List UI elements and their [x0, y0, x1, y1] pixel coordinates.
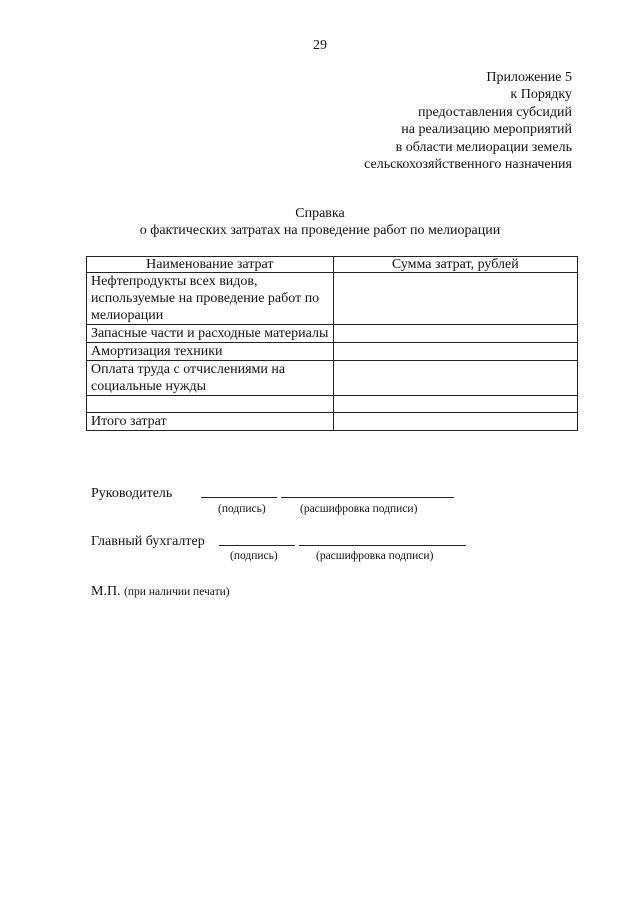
head-label: Руководитель — [91, 486, 173, 501]
column-header-name: Наименование затрат — [87, 257, 334, 273]
accountant-signature-blank[interactable] — [219, 544, 295, 546]
page-number: 29 — [313, 38, 327, 53]
appendix-line: в области мелиорации земель — [395, 139, 572, 155]
head-signature-label — [91, 486, 172, 502]
accountant-signature-label — [91, 534, 205, 550]
accountant-caption-signature: (подпись) — [230, 550, 278, 562]
appendix-line: Приложение 5 — [486, 70, 572, 85]
title-subheading: о фактических затратах на проведение работ по мелиорации — [139, 223, 501, 239]
cost-name-cell: Амортизация техники — [87, 343, 334, 361]
head-caption-decoding: (расшифровка подписи) — [300, 503, 418, 515]
table-row — [87, 361, 578, 396]
column-header-sum: Сумма затрат, рублей — [333, 257, 577, 273]
title-heading: Справка — [295, 206, 345, 221]
total-sum-cell[interactable] — [333, 413, 577, 431]
table-row — [87, 273, 578, 325]
table-row-total — [87, 413, 578, 431]
stamp-note: (при наличии печати) — [124, 586, 230, 598]
cost-sum-cell[interactable] — [333, 343, 577, 361]
accountant-decoding-blank[interactable] — [299, 544, 466, 546]
stamp-line — [91, 584, 230, 600]
accountant-caption-decoding: (расшифровка подписи) — [316, 550, 434, 562]
cost-table — [86, 256, 578, 431]
appendix-line: сельскохозяйственного назначения — [364, 157, 572, 173]
document-title — [0, 205, 640, 240]
table-row — [87, 343, 578, 361]
cost-sum-cell[interactable] — [333, 325, 577, 343]
table-row — [87, 396, 578, 413]
cost-sum-cell[interactable] — [333, 396, 577, 413]
total-name-cell: Итого затрат — [87, 413, 334, 431]
appendix-line: на реализацию мероприятий — [401, 122, 572, 138]
appendix-block — [364, 69, 572, 173]
cost-name-cell: Оплата труда с отчислениями на социальные нужды — [87, 361, 334, 396]
accountant-label: Главный бухгалтер — [91, 534, 205, 549]
stamp-label: М.П. — [91, 584, 121, 599]
cost-sum-cell[interactable] — [333, 361, 577, 396]
table-header-row — [87, 257, 578, 273]
table-row — [87, 325, 578, 343]
head-decoding-blank[interactable] — [281, 496, 454, 498]
cost-name-cell: Нефтепродукты всех видов, используемые на проведение работ по мелиорации — [87, 273, 334, 325]
appendix-line: предоставления субсидий — [417, 104, 572, 120]
appendix-line: к Порядку — [510, 87, 572, 103]
head-signature-blank[interactable] — [201, 496, 277, 498]
cost-name-cell[interactable] — [87, 396, 334, 413]
cost-name-cell: Запасные части и расходные материалы — [87, 325, 334, 343]
cost-sum-cell[interactable] — [333, 273, 577, 325]
head-caption-signature: (подпись) — [218, 503, 266, 515]
